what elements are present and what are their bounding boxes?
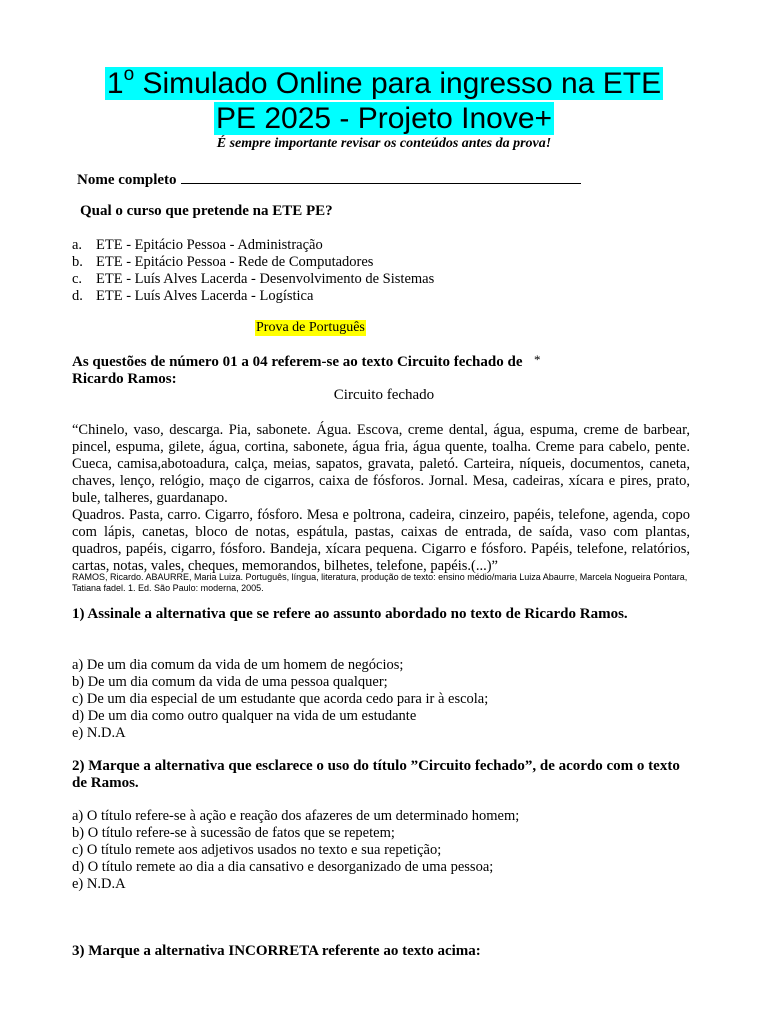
question-1-option-e[interactable]: e) N.D.A bbox=[72, 725, 126, 741]
question-2-title: 2) Marque a alternativa que esclarece o uso do título ”Circuito fechado”, de acordo com o texto de Ramos. bbox=[72, 758, 680, 791]
required-asterisk: * bbox=[534, 352, 541, 367]
question-1-option-d[interactable]: d) De um dia como outro qualquer na vida de um estudante bbox=[72, 708, 417, 724]
question-2-option-e[interactable]: e) N.D.A bbox=[72, 876, 126, 892]
question-2-option-a[interactable]: a) O título refere-se à ação e reação dos afazeres de um determinado homem; bbox=[72, 808, 520, 824]
course-option-c[interactable]: c. ETE - Luís Alves Lacerda - Desenvolvimento de Sistemas bbox=[72, 271, 435, 287]
reading-passage bbox=[72, 422, 690, 575]
question-2-option-b[interactable]: b) O título refere-se à sucessão de fatos que se repetem; bbox=[72, 825, 395, 841]
course-question: Qual o curso que pretende na ETE PE? bbox=[80, 203, 333, 219]
question-1-option-a[interactable]: a) De um dia comum da vida de um homem de negócios; bbox=[72, 657, 404, 673]
passage-paragraph: “Chinelo, vaso, descarga. Pia, sabonete. Água. Escova, creme dental, água, espuma, creme de barbear, pincel, espuma, gilete, água, cortina, sabonete, água fria, água quente, toalha. Creme para cabelo, pente. Cueca, camisa,abotoadura, calça, meias, sapatos, gravata, paletó. Carteira, níqueis, documentos, caneta, chaves, lenço, relógio, maço de cigarros, caixa de fósforos. Jornal. Mesa, cadeiras, xícara e pires, prato, bule, talheres, guardanapo. bbox=[72, 422, 690, 506]
citation: RAMOS, Ricardo. ABAURRE, Maria Luiza. Português, língua, literatura, produção de texto: ensino médio/maria Luiza Abaurre, Marcela Nogueira Pontara, Tatiana fadel. 1. Ed. São Paulo: moderna, 2005. bbox=[72, 572, 688, 593]
question-2-option-c[interactable]: c) O título remete aos adjetivos usados no texto e sua repetição; bbox=[72, 842, 442, 858]
course-option-d[interactable]: d. ETE - Luís Alves Lacerda - Logística bbox=[72, 288, 314, 304]
question-1-options bbox=[72, 657, 488, 742]
text-title: Circuito fechado bbox=[333, 387, 435, 403]
title-line-2: PE 2025 - Projeto Inove+ bbox=[215, 102, 553, 135]
section-heading: Prova de Português bbox=[256, 320, 365, 335]
course-option-a[interactable]: a. ETE - Epitácio Pessoa - Administração bbox=[72, 237, 323, 253]
question-1-option-c[interactable]: c) De um dia especial de um estudante que acorda cedo para ir à escola; bbox=[72, 691, 489, 707]
question-1-title: 1) Assinale a alternativa que se refere ao assunto abordado no texto de Ricardo Ramos. bbox=[72, 606, 628, 622]
question-3-title: 3) Marque a alternativa INCORRETA referente ao texto acima: bbox=[72, 943, 481, 959]
question-1-option-b[interactable]: b) De um dia comum da vida de uma pessoa qualquer; bbox=[72, 674, 388, 690]
subtitle: É sempre importante revisar os conteúdos antes da prova! bbox=[216, 136, 552, 151]
name-label: Nome completo bbox=[77, 172, 177, 188]
page-title bbox=[0, 66, 768, 136]
course-option-b[interactable]: b. ETE - Epitácio Pessoa - Rede de Computadores bbox=[72, 254, 374, 270]
question-2-options bbox=[72, 808, 519, 893]
title-line-1: 1$^o$ Simulado Online para ingresso na ETE bbox=[106, 64, 662, 100]
question-2-option-d[interactable]: d) O título remete ao dia a dia cansativo e desorganizado de uma pessoa; bbox=[72, 859, 494, 875]
passage-paragraph: Quadros. Pasta, carro. Cigarro, fósforo. Mesa e poltrona, cadeira, cinzeiro, papéis, telefone, agenda, copo com lápis, canetas, bloco de notas, espátula, pastas, caixas de entrada, de saída, vaso com plantas, quadros, papéis, cigarro, fósforo. Bandeja, xícara pequena. Cigarro e fósforo. Papéis, telefone, relatórios, cartas, notas, vales, cheques, memorandos, bilhetes, telefone, papéis.(...)” bbox=[72, 507, 690, 574]
name-blank-line[interactable] bbox=[181, 170, 581, 184]
questions-intro: As questões de número 01 a 04 referem-se ao texto Circuito fechado de Ricardo Ramos: bbox=[72, 354, 523, 387]
name-field[interactable] bbox=[77, 170, 581, 189]
course-options bbox=[72, 237, 434, 305]
